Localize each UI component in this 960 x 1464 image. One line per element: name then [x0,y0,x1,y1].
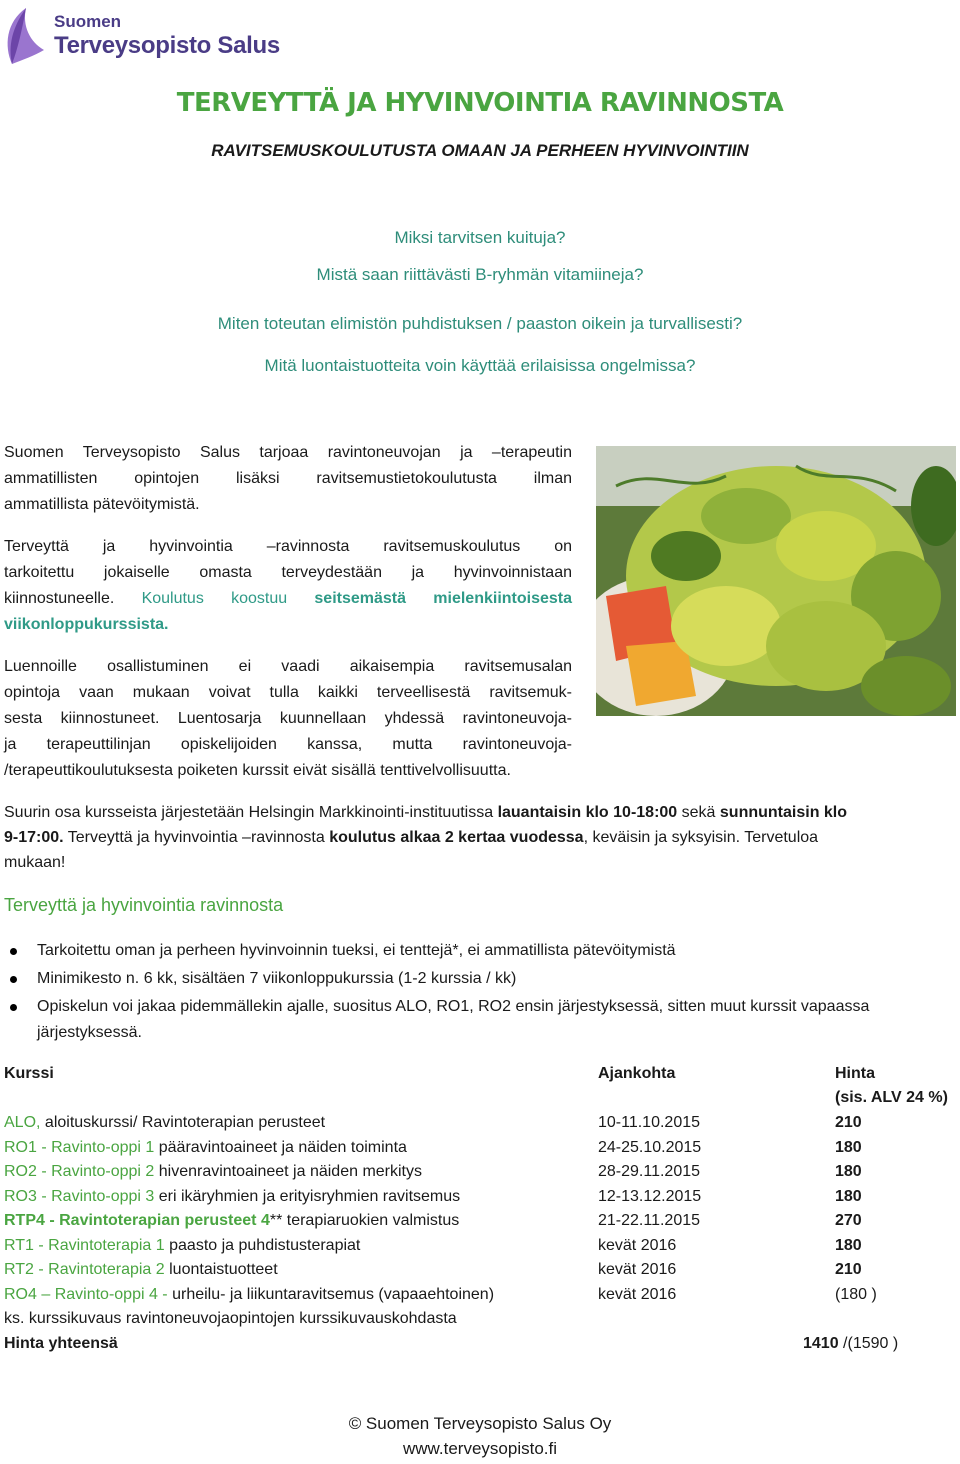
table-row [4,1282,956,1307]
course-price: 180 [835,1163,862,1180]
course-price: 210 [835,1261,862,1278]
course-code: RO1 - Ravinto-oppi 1 [4,1139,155,1156]
section-heading: Terveyttä ja hyvinvointia ravinnosta [4,895,284,915]
course-price: 180 [835,1139,862,1156]
course-date: 10-11.10.2015 [598,1114,701,1131]
course-code: RO2 - Ravinto-oppi 2 [4,1163,155,1180]
table-row [4,1233,956,1258]
salad-photo [596,446,956,716]
course-price: 270 [835,1212,862,1229]
description-line: kiinnostuneelle. Koulutus koostuu seitsemästä mielenkiintoisesta [4,590,573,607]
lectures-line: opintoja vaan mukaan voivat tulla kaikki terveellisestä ravitsemuk- [4,684,572,701]
table-row [4,1159,956,1184]
course-desc: paasto ja puhdistusterapiat [164,1237,361,1254]
list-item: Minimikesto n. 6 kk, sisältäen 7 viikonloppukurssia (1-2 kurssia / kk) [4,966,956,992]
logo-line2: Terveysopisto Salus [54,32,280,59]
header-course: Kurssi [4,1065,54,1082]
course-desc: pääravintoaineet ja näiden toiminta [154,1139,407,1156]
table-row [4,1184,956,1209]
description-line: tarkoitettu jokaiselle omasta terveydestään ja hyvinvoinnistaan [4,564,572,581]
question-4: Mitä luontaistuotteita voin käyttää erilaisissa ongelmissa? [264,356,696,375]
course-code: ALO, [4,1114,41,1131]
course-desc: eri ikäryhmien ja erityisryhmien ravitsemus [154,1188,461,1205]
course-price: 180 [835,1188,862,1205]
course-code: RT1 - Ravintoterapia 1 [4,1237,165,1254]
course-desc: luontaistuotteet [164,1261,278,1278]
course-price: 210 [835,1114,862,1131]
total-value: 1410 /(1590 ) [803,1335,899,1352]
course-desc: urheilu- ja liikuntaravitsemus (vapaaehtoinen) [167,1286,495,1303]
header-price: Hinta [835,1065,875,1082]
course-desc: aloituskurssi/ Ravintoterapian perusteet [40,1114,326,1131]
lectures-line: sesta kiinnostuneet. Luentosarja kuunnellaan yhdessä ravintoneuvoja- [4,710,572,727]
course-date: kevät 2016 [598,1261,677,1278]
total-label: Hinta yhteensä [4,1335,118,1352]
course-note: ks. kurssikuvaus ravintoneuvojaopintojen kurssikuvauskohdasta [4,1310,457,1327]
question-1: Miksi tarvitsen kuituja? [394,228,566,247]
course-code: RTP4 - Ravintoterapian perusteet 4 [4,1212,270,1229]
course-desc: terapiaruokien valmistus [282,1212,460,1229]
intro-paragraph [4,440,572,518]
table-total [4,1331,956,1356]
intro-line: ammatillista pätevöitymistä. [4,496,200,513]
table-row [4,1135,956,1160]
description-line: viikonloppukurssista. [4,616,169,633]
table-row [4,1110,956,1135]
question-2: Mistä saan riittävästi B-ryhmän vitamiineja? [316,265,644,284]
list-item: Opiskelun voi jakaa pidemmällekin ajalle, suositus ALO, RO1, RO2 ensin järjestyksessä, sitten muut kurssit vapaassa järjestyksessä. [4,994,956,1046]
schedule-paragraph: Suurin osa kursseista järjestetään Helsingin Markkinointi-instituutissa lauantaisin klo 10-18:00 sekä sunnuntaisin klo 9-17:00. Terveyttä ja hyvinvointia –ravinnosta koulutus alkaa 2 kertaa vuodessa, keväisin ja syksyisin. Tervetuloa mukaan! [4,804,848,871]
table-note [4,1306,956,1331]
features-list [4,938,956,1048]
table-row [4,1257,956,1282]
lectures-paragraph [4,654,572,784]
page-title: TERVEYTTÄ JA HYVINVOINTIA RAVINNOSTA [176,88,784,118]
table-row: RTP4 - Ravintoterapian perusteet 4** terapiaruokien valmistus 21-22.11.2015 270 [4,1208,956,1233]
list-item: Tarkoitettu oman ja perheen hyvinvoinnin tueksi, ei tenttejä*, ei ammatillista pätevöitymistä [4,938,956,964]
course-date: kevät 2016 [598,1286,677,1303]
header-price-note: (sis. ALV 24 %) [835,1089,948,1106]
table-header-note [4,1085,956,1110]
course-date: 28-29.11.2015 [598,1163,701,1180]
question-3: Miten toteutan elimistön puhdistuksen / paaston oikein ja turvallisesti? [217,314,743,333]
leaf-logo-icon [4,6,50,66]
footer-url[interactable]: www.terveysopisto.fi [403,1439,557,1458]
page-subtitle: RAVITSEMUSKOULUTUSTA OMAAN JA PERHEEN HYVINVOINTIIN [211,141,749,160]
logo [4,4,304,68]
description-paragraph [4,534,572,638]
intro-line: ammatillisten opintojen lisäksi ravitsemustietokoulutusta ilman [4,470,572,487]
course-price: 180 [835,1237,862,1254]
course-date: 21-22.11.2015 [598,1212,701,1229]
lectures-line: Luennoille osallistuminen ei vaadi aikaisempia ravitsemusalan [4,658,572,675]
course-date: 24-25.10.2015 [598,1139,702,1156]
course-date: kevät 2016 [598,1237,677,1254]
lectures-line: ja terapeuttilinjan opiskelijoiden kanssa, mutta ravintoneuvoja- [4,736,572,753]
course-date: 12-13.12.2015 [598,1188,702,1205]
header-date: Ajankohta [598,1065,676,1082]
description-line: Terveyttä ja hyvinvointia –ravinnosta ravitsemuskoulutus on [4,538,572,555]
table-header [4,1061,956,1086]
course-code: RO4 – Ravinto-oppi 4 - [4,1286,168,1303]
course-code: RT2 - Ravintoterapia 2 [4,1261,165,1278]
course-price: (180 ) [835,1286,877,1303]
footer-copyright: © Suomen Terveysopisto Salus Oy [348,1414,612,1433]
course-code: RO3 - Ravinto-oppi 3 [4,1188,155,1205]
lectures-line: /terapeuttikoulutuksesta poiketen kurssit eivät sisällä tenttivelvollisuutta. [4,762,511,779]
logo-line1: Suomen [54,12,122,31]
course-desc: hivenravintoaineet ja näiden merkitys [154,1163,422,1180]
intro-line: Suomen Terveysopisto Salus tarjoaa ravintoneuvojan ja –terapeutin [4,444,572,461]
